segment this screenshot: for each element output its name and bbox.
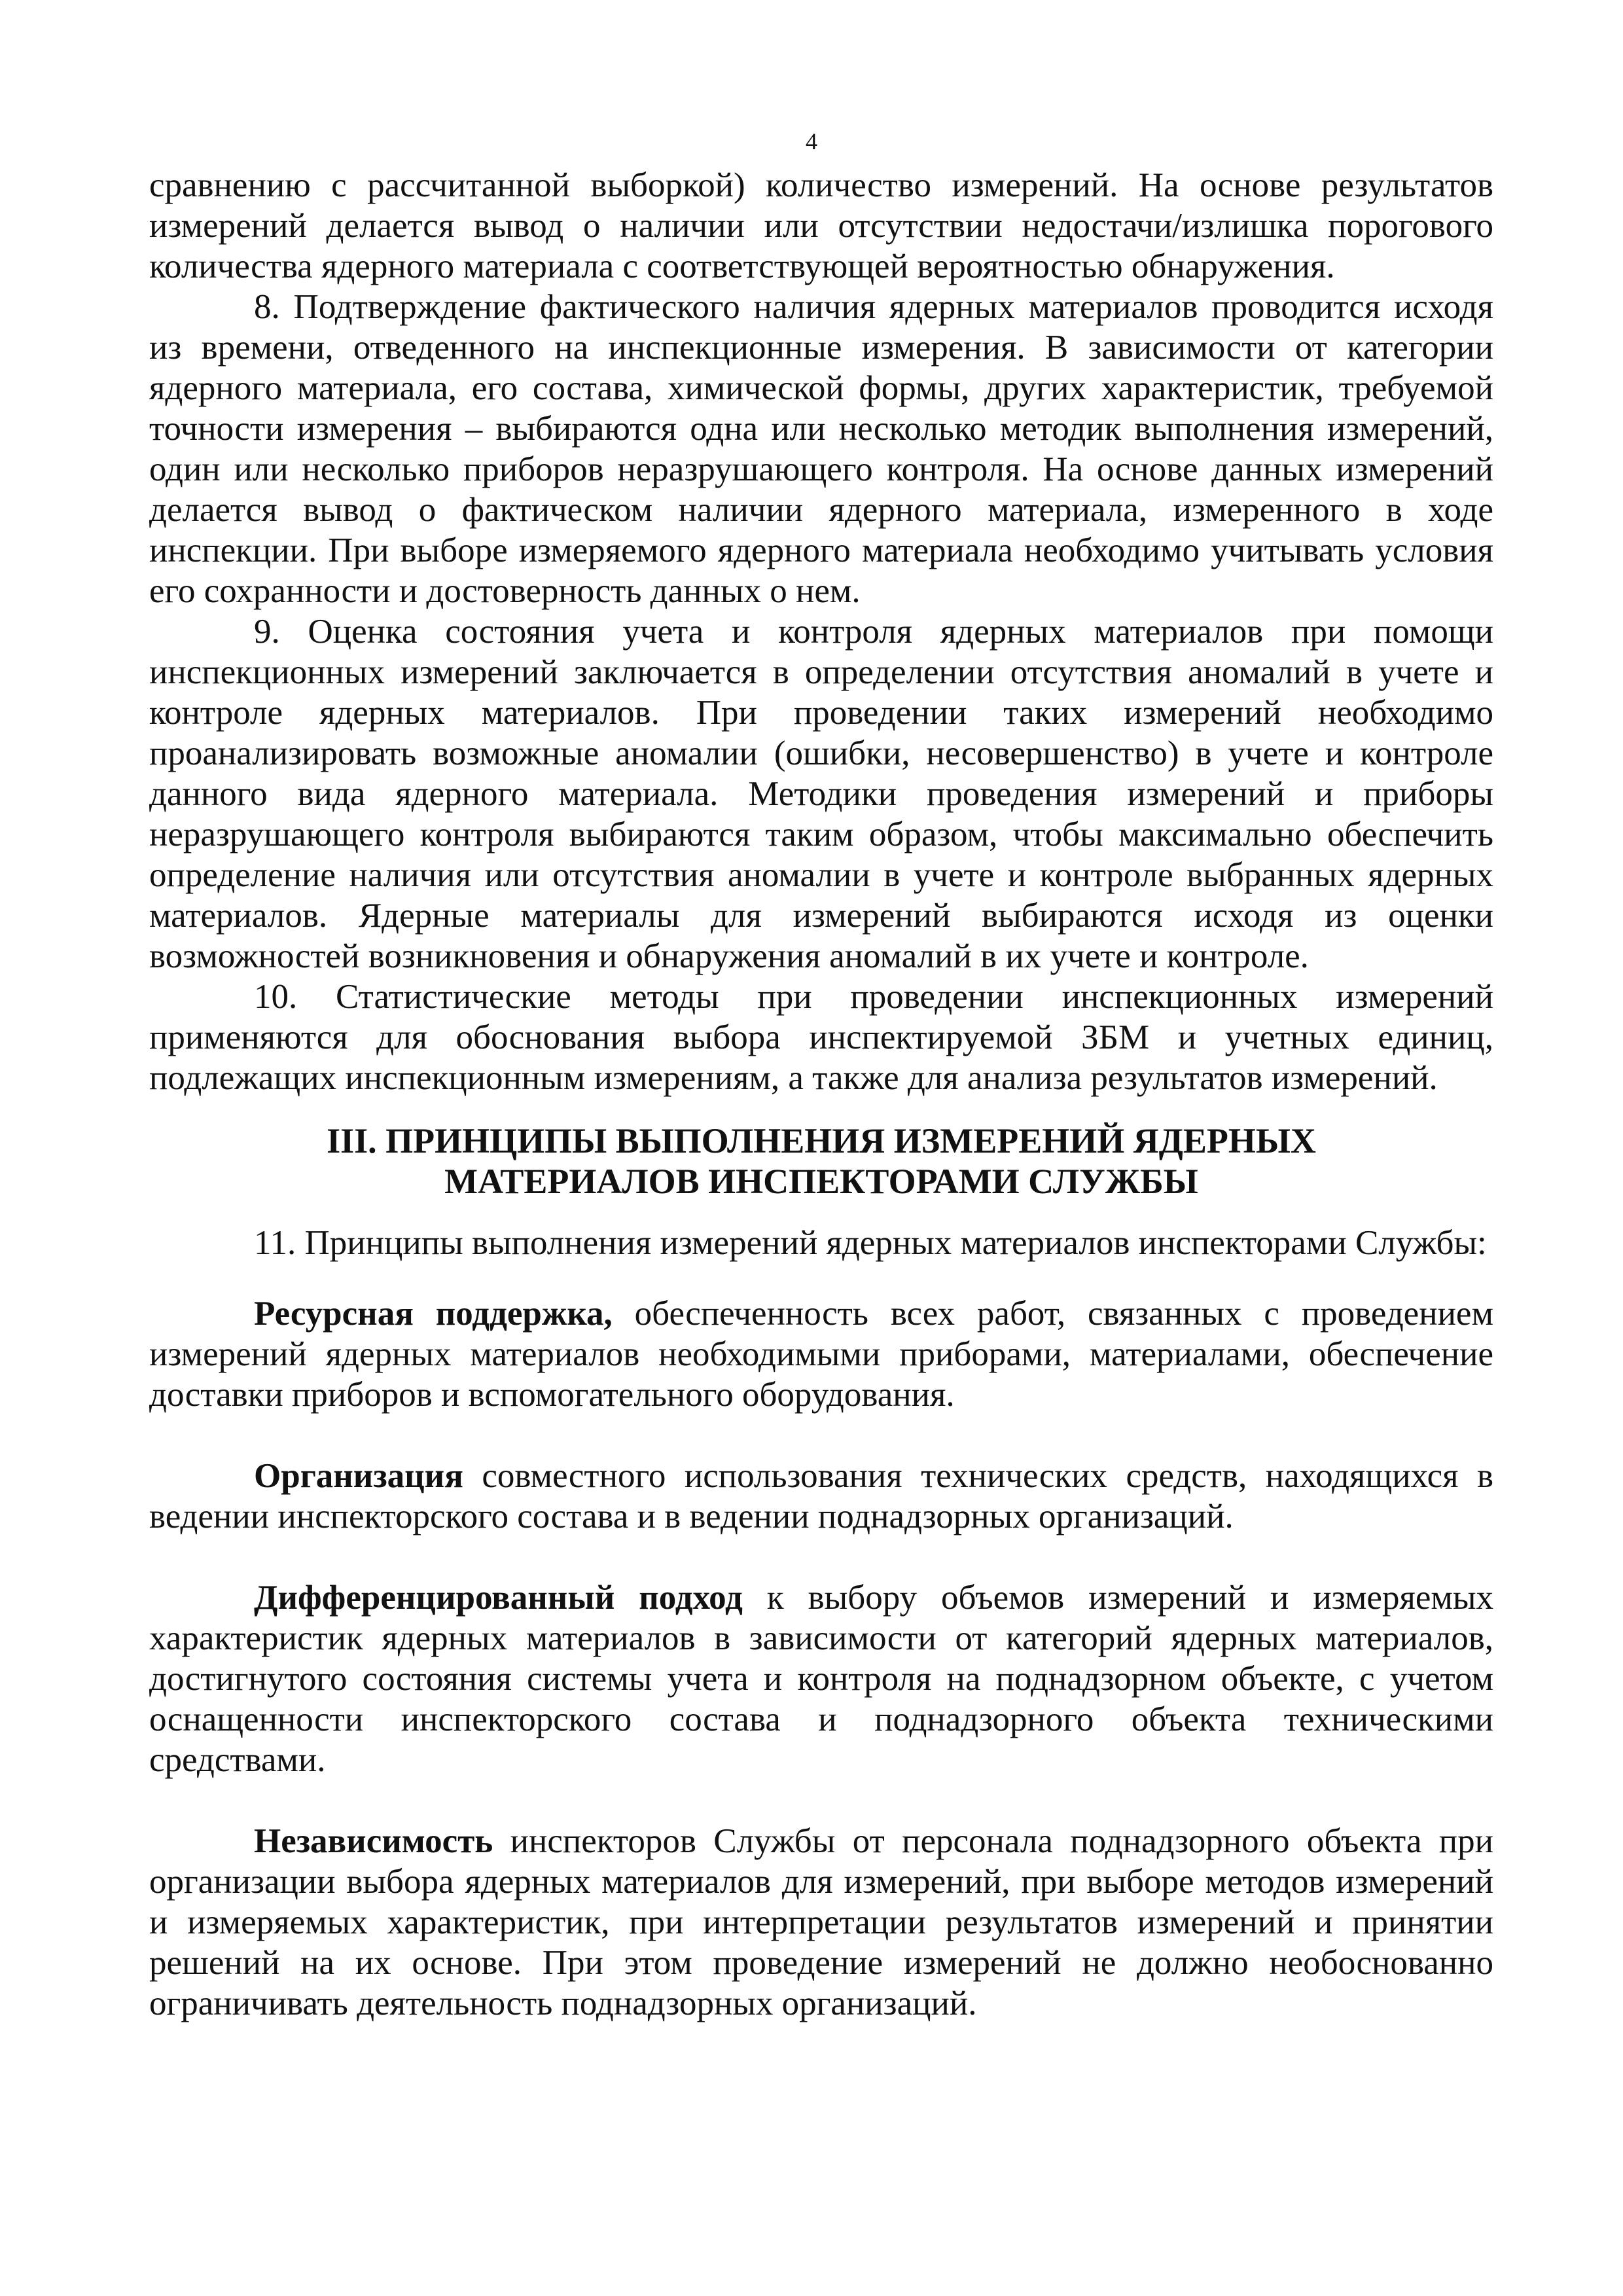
principle-differentiated-approach xyxy=(149,1577,1493,1780)
paragraph-11: 11. Принципы выполнения измерений ядерных материалов инспекторами Службы: xyxy=(254,1224,1487,1262)
principle-term: Независимость xyxy=(254,1822,493,1860)
paragraph-10: 10. Статистические методы при проведении инспекционных измерений применяются для обоснования выбора инспектируемой ЗБМ и учетных единиц, подлежащих инспекционным измерениям, а также для анализа результатов измерений. xyxy=(149,978,1493,1097)
paragraph-continuation: сравнению с рассчитанной выборкой) количество измерений. На основе результатов измерений делается вывод о наличии или отсутствии недостачи/излишка порогового количества ядерного материала с соответствующей вероятностью обнаружения. xyxy=(149,166,1493,285)
page-number: 4 xyxy=(806,128,817,154)
principle-term: Дифференцированный подход xyxy=(254,1579,743,1617)
document-body xyxy=(149,165,1493,2024)
principle-text: обеспеченность всех работ, связанных с проведением измерений ядерных материалов необходимыми приборами, материалами, обеспечение доставки приборов и вспомогательного оборудования. xyxy=(149,1295,1493,1414)
paragraph-9: 9. Оценка состояния учета и контроля ядерных материалов при помощи инспекционных измерений заключается в определении отсутствия аномалий в учете и контроле ядерных материалов. При проведении таких измерений необходимо проанализировать возможные аномалии (ошибки, несовершенство) в учете и контроле данного вида ядерного материала. Методики проведения измерений и приборы неразрушающего контроля выбираются таким образом, чтобы максимально обеспечить определение наличия или отсутствия аномалии в учете и контроле выбранных ядерных материалов. Ядерные материалы для измерений выбираются исходя из оценки возможностей возникновения и обнаружения аномалий в их учете и контроле. xyxy=(149,613,1493,975)
section-heading xyxy=(149,1121,1493,1202)
principle-term: Организация xyxy=(254,1457,463,1495)
principle-term: Ресурсная поддержка, xyxy=(254,1295,613,1333)
principle-organization xyxy=(149,1456,1493,1537)
principle-text: к выбору объемов измерений и измеряемых характеристик ядерных материалов в зависимости от категорий ядерных материалов, достигнутого состояния системы учета и контроля на поднадзорном объекте, с учетом оснащенности инспекторского состава и поднадзорного объекта техническими средствами. xyxy=(149,1579,1493,1779)
section-heading-line-1: III. ПРИНЦИПЫ ВЫПОЛНЕНИЯ ИЗМЕРЕНИЙ ЯДЕРНЫХ xyxy=(327,1121,1316,1160)
principle-text: инспекторов Службы от персонала поднадзорного объекта при организации выбора ядерных материалов для измерений, при выборе методов измерений и измеряемых характеристик, при интерпретации результатов измерений и принятии решений на их основе. При этом проведение измерений не должно необоснованно ограничивать деятельность поднадзорных организаций. xyxy=(149,1822,1493,2022)
principle-resource-support xyxy=(149,1293,1493,1415)
section-heading-line-2: МАТЕРИАЛОВ ИНСПЕКТОРАМИ СЛУЖБЫ xyxy=(444,1162,1198,1201)
principle-independence xyxy=(149,1821,1493,2024)
paragraph-8: 8. Подтверждение фактического наличия ядерных материалов проводится исходя из времени, отведенного на инспекционные измерения. В зависимости от категории ядерного материала, его состава, химической формы, других характеристик, требуемой точности измерения – выбираются одна или несколько методик выполнения измерений, один или несколько приборов неразрушающего контроля. На основе данных измерений делается вывод о фактическом наличии ядерного материала, измеренного в ходе инспекции. При выборе измеряемого ядерного материала необходимо учитывать условия его сохранности и достоверность данных о нем. xyxy=(149,288,1493,610)
principle-text: совместного использования технических средств, находящихся в ведении инспекторского состава и в ведении поднадзорных организаций. xyxy=(149,1457,1493,1535)
